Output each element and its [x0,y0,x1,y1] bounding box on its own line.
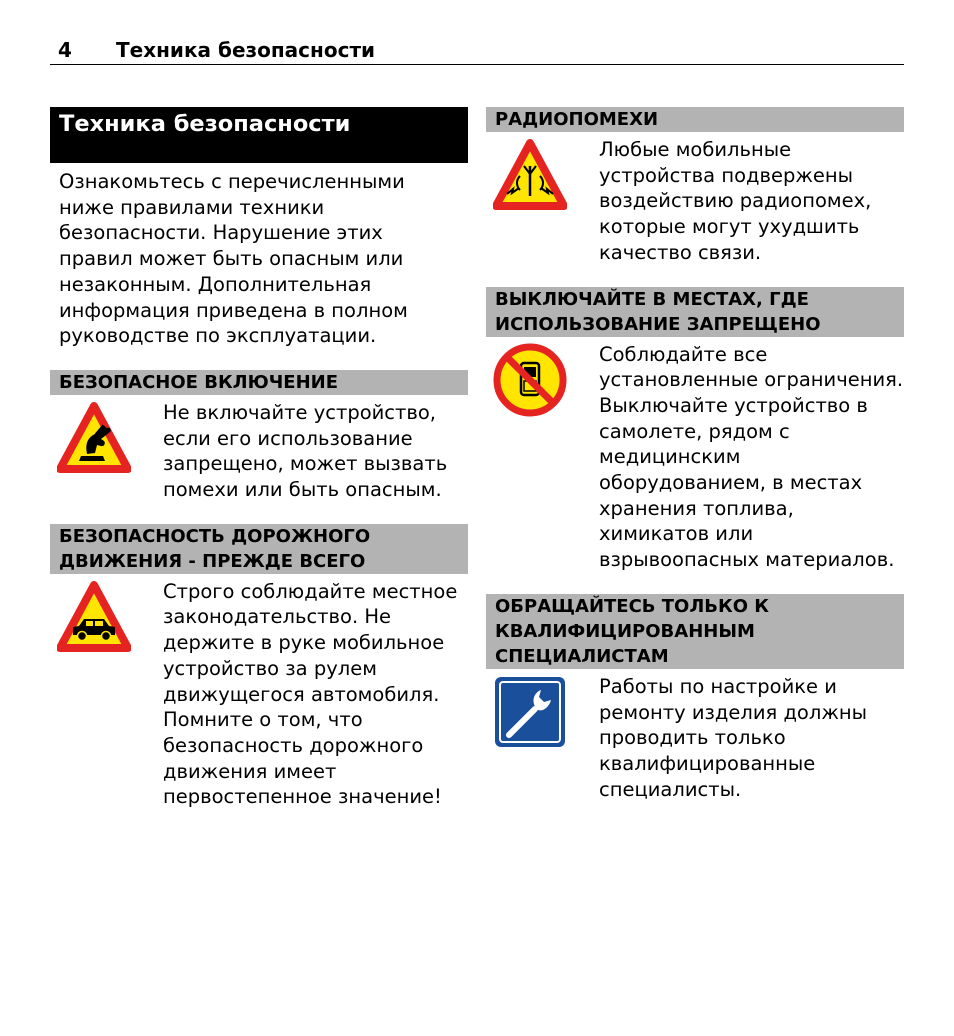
section-restricted [486,337,904,573]
no-phone-icon [493,343,567,417]
section-heading-switch-on: БЕЗОПАСНОЕ ВКЛЮЧЕНИЕ [50,370,468,395]
section-switch-on [50,395,468,503]
section-road [50,574,468,810]
section-heading-service: ОБРАЩАЙТЕСЬ ТОЛЬКО К КВАЛИФИЦИРОВАННЫМ СПЕЦИАЛИСТАМ [486,594,904,669]
section-text-road: Строго соблюдайте местное законодательство. Не держите в руке мобильное устройство за рулем движущегося автомобиля. Помните о том, что безопасность дорожного движения имеет первостепенное значение! [163,579,458,809]
section-heading-interference: РАДИОПОМЕХИ [486,107,904,132]
antenna-warning-icon [493,138,567,212]
section-heading-road: БЕЗОПАСНОСТЬ ДОРОЖНОГО ДВИЖЕНИЯ - ПРЕЖДЕ ВСЕГО [50,524,468,574]
right-column [486,107,904,823]
section-heading-restricted: ВЫКЛЮЧАЙТЕ В МЕСТАХ, ГДЕ ИСПОЛЬЗОВАНИЕ ЗАПРЕЩЕНО [486,287,904,337]
section-interference [486,132,904,266]
hand-phone-warning-icon [57,401,131,475]
chapter-title: Техника безопасности [50,107,468,163]
section-text-interference: Любые мобильные устройства подвержены воздействию радиопомех, которые могут ухудшить качество связи. [599,138,872,264]
wrench-icon [493,675,567,749]
car-warning-icon [57,580,131,654]
running-header [50,36,904,65]
left-column [50,107,468,831]
intro-paragraph: Ознакомьтесь с перечисленными ниже правилами техники безопасности. Нарушение этих правил может быть опасным или незаконным. Дополнительная информация приведена в полном руководстве по эксплуатации. [59,170,408,348]
section-service [486,669,904,803]
section-text-service: Работы по настройке и ремонту изделия должны проводить только квалифицированные специалисты. [599,674,868,801]
page-number: 4 [58,38,72,62]
running-title: Техника безопасности [116,38,376,62]
section-text-restricted: Соблюдайте все установленные ограничения. Выключайте устройство в самолете, рядом с медицинским оборудованием, в местах хранения топлива, химикатов или взрывоопасных материалов. [599,342,904,572]
section-text-switch-on: Не включайте устройство, если его использование запрещено, может вызвать помехи или быть опасным. [163,400,448,502]
